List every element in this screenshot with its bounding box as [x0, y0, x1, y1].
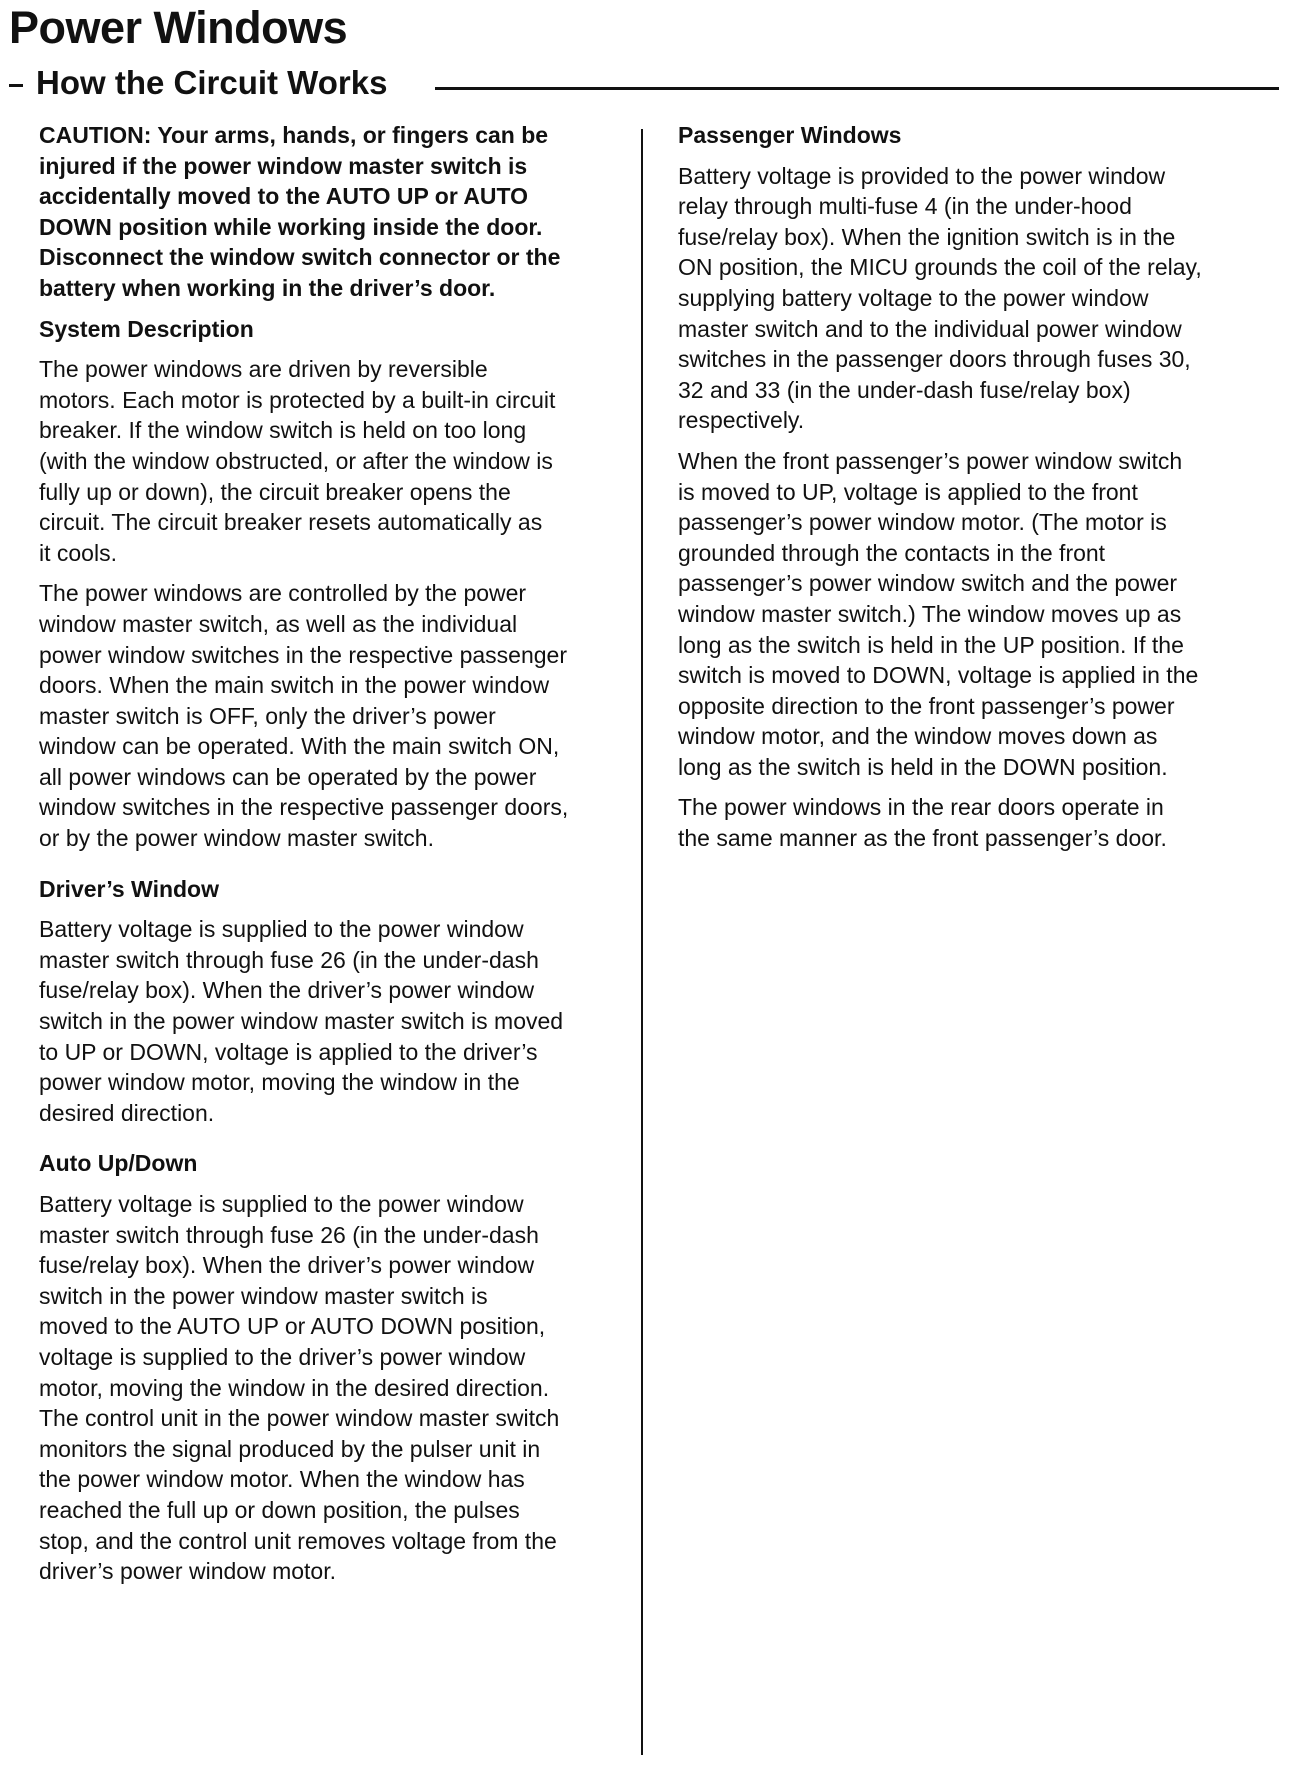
- text-line: DOWN position while working inside the door.: [39, 213, 543, 240]
- text-line: the power window motor. When the window has: [39, 1466, 525, 1493]
- heading-rule: [435, 87, 1279, 90]
- text-line: power window switches in the respective passenger: [39, 641, 567, 668]
- section-heading-text: How the Circuit Works: [36, 64, 388, 101]
- text-line: master switch and to the individual power window: [678, 315, 1182, 342]
- heading-dash: [9, 84, 23, 87]
- page-title: Power Windows: [9, 2, 348, 53]
- text-line: window motor, and the window moves down as: [678, 723, 1158, 750]
- text-line: motors. Each motor is protected by a built-in circuit: [39, 386, 556, 413]
- text-line: long as the switch is held in the UP position. If the: [678, 631, 1184, 658]
- text-line: master switch through fuse 26 (in the under-dash: [39, 1221, 539, 1248]
- text-line: stop, and the control unit removes voltage from the: [39, 1527, 557, 1554]
- text-line: doors. When the main switch in the power window: [39, 672, 550, 699]
- text-line: window switches in the respective passenger doors,: [39, 794, 569, 821]
- text-line: fuse/relay box). When the driver’s power window: [39, 977, 535, 1004]
- text-line: passenger’s power window switch and the power: [678, 570, 1178, 597]
- text-line: window master switch.) The window moves up as: [678, 600, 1182, 627]
- text-line: or by the power window master switch.: [39, 825, 434, 852]
- paragraph: [39, 1189, 629, 1587]
- subheading-passenger-windows: Passenger Windows: [678, 122, 902, 148]
- text-line: supplying battery voltage to the power window: [678, 284, 1149, 311]
- text-line: respectively.: [678, 407, 805, 434]
- section-heading: [9, 64, 387, 102]
- text-line: circuit. The circuit breaker resets automatically as: [39, 509, 543, 536]
- text-line: to UP or DOWN, voltage is applied to the driver’s: [39, 1038, 538, 1065]
- text-line: desired direction.: [39, 1099, 215, 1126]
- text-line: moved to the AUTO UP or AUTO DOWN position,: [39, 1313, 546, 1340]
- text-line: it cools.: [39, 539, 117, 566]
- text-line: Battery voltage is provided to the power window: [678, 162, 1166, 189]
- text-line: switch is moved to DOWN, voltage is applied in the: [678, 662, 1199, 689]
- text-line: 32 and 33 (in the under-dash fuse/relay box): [678, 376, 1131, 403]
- text-line: CAUTION: Your arms, hands, or fingers can be: [39, 122, 549, 148]
- text-line: master switch through fuse 26 (in the under-dash: [39, 946, 539, 973]
- text-line: (with the window obstructed, or after the window is: [39, 447, 553, 474]
- text-line: the same manner as the front passenger’s door.: [678, 825, 1167, 852]
- subheading-auto-up-down: Auto Up/Down: [39, 1150, 198, 1177]
- text-line: injured if the power window master switch is: [39, 152, 528, 179]
- caution-notice: [39, 120, 629, 304]
- text-line: switch in the power window master switch is moved: [39, 1008, 564, 1035]
- paragraph: [39, 914, 629, 1128]
- left-column: [39, 120, 629, 1597]
- text-line: window master switch, as well as the individual: [39, 610, 518, 637]
- paragraph: [678, 792, 1268, 853]
- paragraph: [39, 354, 629, 568]
- text-line: fuse/relay box). When the ignition switch is in the: [678, 223, 1176, 250]
- text-line: The power windows are driven by reversible: [39, 356, 488, 383]
- subheading-system-description: System Description: [39, 315, 254, 342]
- text-line: The power windows are controlled by the power: [39, 580, 527, 607]
- text-line: switch in the power window master switch is: [39, 1282, 488, 1309]
- text-line: passenger’s power window motor. (The motor is: [678, 509, 1167, 536]
- text-line: reached the full up or down position, the pulses: [39, 1496, 520, 1523]
- text-line: all power windows can be operated by the power: [39, 763, 537, 790]
- text-line: monitors the signal produced by the pulser unit in: [39, 1435, 541, 1462]
- text-line: fuse/relay box). When the driver’s power window: [39, 1252, 535, 1279]
- text-line: grounded through the contacts in the front: [678, 539, 1106, 566]
- text-line: relay through multi-fuse 4 (in the under-hood: [678, 193, 1132, 220]
- text-line: switches in the passenger doors through fuses 30,: [678, 346, 1191, 373]
- text-line: fully up or down), the circuit breaker opens the: [39, 478, 511, 505]
- text-line: breaker. If the window switch is held on too long: [39, 417, 527, 444]
- text-line: is moved to UP, voltage is applied to the front: [678, 478, 1138, 505]
- column-divider: [641, 129, 643, 1755]
- text-line: Battery voltage is supplied to the power window: [39, 916, 524, 943]
- paragraph: [678, 446, 1268, 783]
- text-line: battery when working in the driver’s door.: [39, 274, 496, 301]
- text-line: ON position, the MICU grounds the coil of the relay,: [678, 254, 1202, 281]
- text-line: The power windows in the rear doors operate in: [678, 794, 1164, 821]
- text-line: When the front passenger’s power window switch: [678, 447, 1183, 474]
- text-line: voltage is supplied to the driver’s power window: [39, 1343, 526, 1370]
- right-column: [678, 120, 1268, 864]
- text-line: Disconnect the window switch connector or the: [39, 244, 561, 271]
- subheading-driver-s-window: Driver’s Window: [39, 875, 219, 902]
- text-line: motor, moving the window in the desired direction.: [39, 1374, 550, 1401]
- text-line: long as the switch is held in the DOWN position.: [678, 753, 1168, 780]
- text-line: master switch is OFF, only the driver’s power: [39, 702, 496, 729]
- text-line: power window motor, moving the window in the: [39, 1069, 520, 1096]
- text-line: driver’s power window motor.: [39, 1558, 336, 1585]
- paragraph: [678, 161, 1268, 436]
- text-line: Battery voltage is supplied to the power window: [39, 1191, 524, 1217]
- text-line: opposite direction to the front passenger’s power: [678, 692, 1175, 719]
- text-line: window can be operated. With the main switch ON,: [39, 733, 560, 760]
- paragraph: [39, 578, 629, 853]
- text-line: The control unit in the power window master switch: [39, 1405, 560, 1432]
- text-line: accidentally moved to the AUTO UP or AUTO: [39, 183, 529, 210]
